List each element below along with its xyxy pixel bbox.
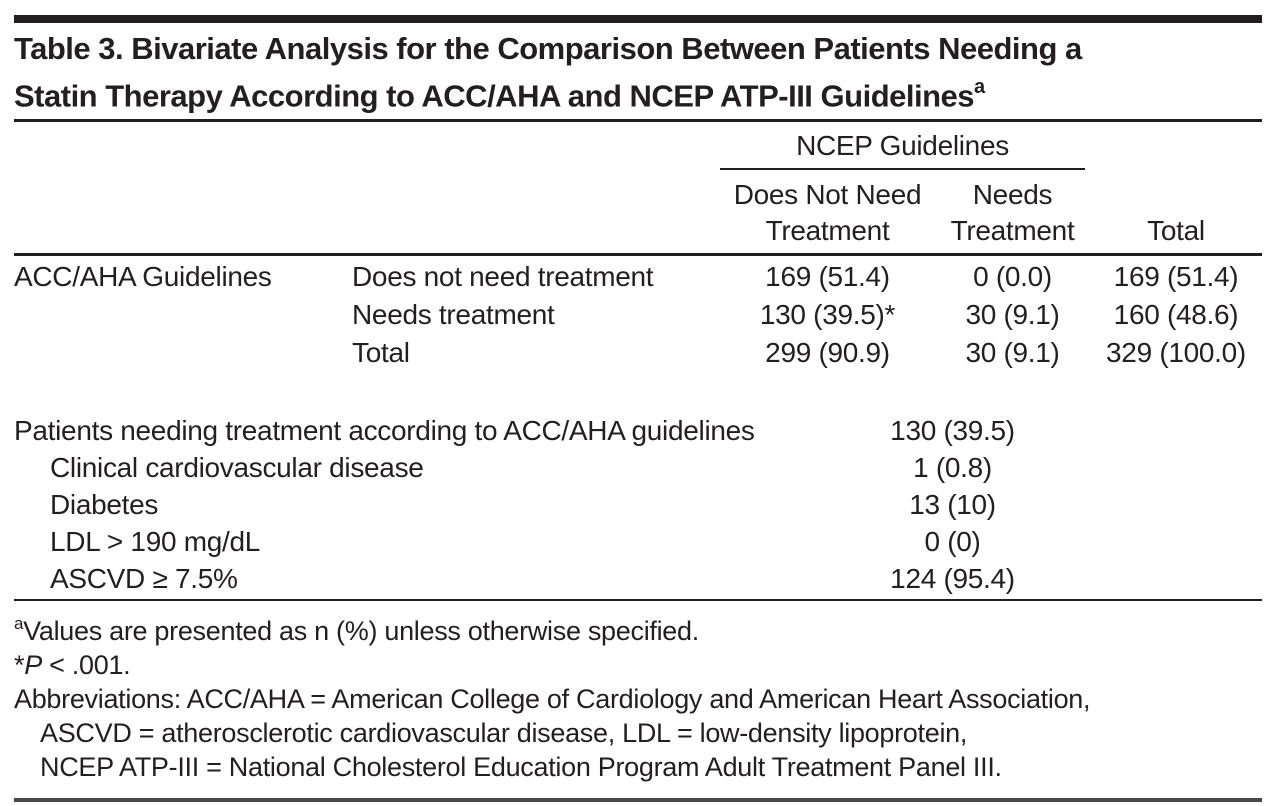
column-header-total: Total (1147, 215, 1205, 247)
footnote-pvalue: *P < .001. (14, 650, 131, 681)
cell-value: 0 (0.0) (973, 261, 1052, 293)
cell-value: 329 (100.0) (1106, 337, 1246, 369)
crosstab-table (14, 258, 1262, 372)
table-figure (0, 15, 1276, 802)
breakdown-label: ASCVD ≥ 7.5% (50, 563, 238, 595)
breakdown-label: Patients needing treatment according to ACC/AHA guidelines (14, 415, 755, 447)
cell-value: 169 (51.4) (1113, 261, 1239, 293)
row-label: Total (352, 337, 410, 369)
breakdown-row (14, 486, 1262, 523)
bottom-rule (14, 798, 1262, 802)
breakdown-label: Clinical cardiovascular disease (50, 452, 424, 484)
footnote-abbreviations-line3: NCEP ATP-III = National Cholesterol Education Program Adult Treatment Panel III. (40, 752, 1002, 783)
footnote-a: $^a$Values are presented as n (%) unless otherwise specified. (14, 614, 699, 647)
cell-value: 130 (39.5)* (759, 299, 896, 331)
breakdown-label: Diabetes (50, 489, 159, 521)
cell-value: 30 (9.1) (965, 337, 1060, 369)
row-group-spacer (14, 334, 352, 372)
cell-value: 160 (48.6) (1113, 299, 1239, 331)
row-group-label: ACC/AHA Guidelines (14, 261, 272, 293)
breakdown-value: 1 (0.8) (913, 452, 992, 484)
row-group-spacer (14, 296, 352, 334)
breakdown-table (14, 412, 1262, 597)
breakdown-label: LDL > 190 mg/dL (50, 526, 261, 558)
cell-value: 169 (51.4) (765, 261, 890, 293)
breakdown-row (14, 560, 1262, 597)
footnote-a-marker: a (14, 614, 24, 634)
table-title-line1: Table 3. Bivariate Analysis for the Comparison Between Patients Needing a (14, 31, 1082, 66)
column-header-needs: Needs Treatment (950, 179, 1075, 247)
breakdown-value: 13 (10) (909, 489, 996, 521)
table-title-line2: Statin Therapy According to ACC/AHA and NCEP ATP-III Guidelines$^a$ (14, 76, 985, 114)
section-gap (14, 372, 1262, 412)
top-rule (14, 15, 1262, 23)
footnote-abbreviations-line2: ASCVD = atherosclerotic cardiovascular disease, LDL = low-density lipoprotein, (40, 718, 968, 749)
column-header-block (14, 122, 1262, 253)
breakdown-row (14, 412, 1262, 449)
row-label: Does not need treatment (352, 261, 654, 293)
breakdown-row (14, 449, 1262, 486)
table-title (14, 28, 1262, 116)
ncep-span-header: NCEP Guidelines (796, 130, 1009, 162)
header-rule (14, 253, 1262, 256)
breakdown-value: 124 (95.4) (890, 563, 1015, 595)
footnotes (14, 608, 1262, 784)
column-header-does-not-need: Does Not Need Treatment (733, 179, 922, 247)
column-headers (720, 177, 1262, 249)
cell-value: 299 (90.9) (765, 337, 890, 369)
cell-value: 30 (9.1) (965, 299, 1060, 331)
body-bottom-rule (14, 599, 1262, 601)
breakdown-value: 0 (0) (924, 526, 981, 558)
title-footnote-marker: a (974, 76, 985, 98)
breakdown-row (14, 523, 1262, 560)
breakdown-value: 130 (39.5) (890, 415, 1015, 447)
ncep-span-rule (720, 168, 1085, 170)
footnote-abbreviations-line1: Abbreviations: ACC/AHA = American College of Cardiology and American Heart Association, (14, 684, 1091, 715)
row-label: Needs treatment (352, 299, 555, 331)
